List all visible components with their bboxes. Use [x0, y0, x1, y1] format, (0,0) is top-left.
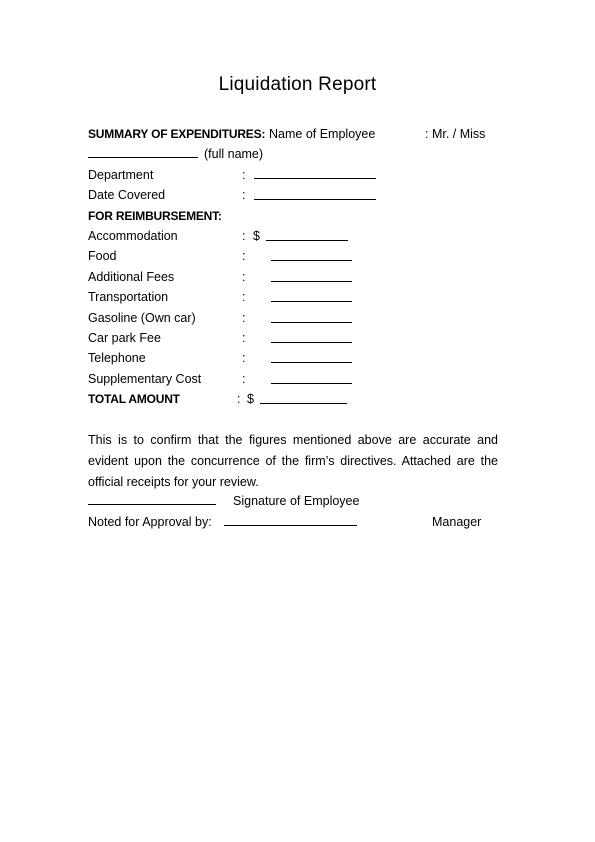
item-supplementary-cost: Supplementary Cost	[88, 372, 202, 386]
additional-fees-colon: :	[242, 270, 246, 284]
car-park-fee-colon: :	[242, 331, 246, 345]
food-colon: :	[242, 249, 246, 263]
manager-label: Manager	[432, 515, 482, 529]
accommodation-currency: $	[253, 229, 260, 243]
item-additional-fees: Additional Fees	[88, 270, 175, 284]
department-blank[interactable]	[254, 178, 376, 179]
gasoline-blank[interactable]	[271, 322, 352, 323]
transportation-colon: :	[242, 290, 246, 304]
department-label: Department	[88, 168, 154, 182]
date-covered-label: Date Covered	[88, 188, 166, 202]
report-title: Liquidation Report	[218, 74, 377, 95]
date-covered-colon: :	[242, 188, 246, 202]
summary-heading: SUMMARY OF EXPENDITURES:	[88, 127, 266, 141]
employee-signature-blank[interactable]	[88, 504, 216, 505]
full-name-blank[interactable]	[88, 157, 198, 158]
item-telephone: Telephone	[88, 351, 146, 365]
department-colon: :	[242, 168, 246, 182]
telephone-blank[interactable]	[271, 362, 352, 363]
car-park-fee-blank[interactable]	[271, 342, 352, 343]
item-transportation: Transportation	[88, 290, 169, 304]
total-currency: $	[247, 392, 254, 406]
employee-name-label: Name of Employee	[269, 127, 376, 141]
approval-label: Noted for Approval by:	[88, 515, 212, 529]
item-accommodation: Accommodation	[88, 229, 178, 243]
item-car-park-fee: Car park Fee	[88, 331, 161, 345]
total-amount-label: TOTAL AMOUNT	[88, 392, 180, 406]
total-colon: :	[237, 392, 241, 406]
telephone-colon: :	[242, 351, 246, 365]
additional-fees-blank[interactable]	[271, 281, 352, 282]
gasoline-colon: :	[242, 311, 246, 325]
food-blank[interactable]	[271, 260, 352, 261]
date-covered-blank[interactable]	[254, 199, 376, 200]
salutation-label: : Mr. / Miss	[425, 127, 486, 141]
transportation-blank[interactable]	[271, 301, 352, 302]
confirmation-paragraph: This is to confirm that the figures mentioned above are accurate and evident upon the concurrence of the firm’s directives. Attached are the official receipts for your review.	[88, 433, 498, 489]
full-name-note: (full name)	[204, 147, 264, 161]
reimbursement-heading: FOR REIMBURSEMENT:	[88, 209, 222, 223]
supplementary-cost-blank[interactable]	[271, 383, 352, 384]
supplementary-cost-colon: :	[242, 372, 246, 386]
total-amount-blank[interactable]	[260, 403, 347, 404]
employee-signature-label: Signature of Employee	[233, 494, 360, 508]
accommodation-blank[interactable]	[266, 240, 348, 241]
item-food: Food	[88, 249, 117, 263]
approval-signature-blank[interactable]	[224, 525, 357, 526]
accommodation-colon: :	[242, 229, 246, 243]
item-gasoline: Gasoline (Own car)	[88, 311, 196, 325]
